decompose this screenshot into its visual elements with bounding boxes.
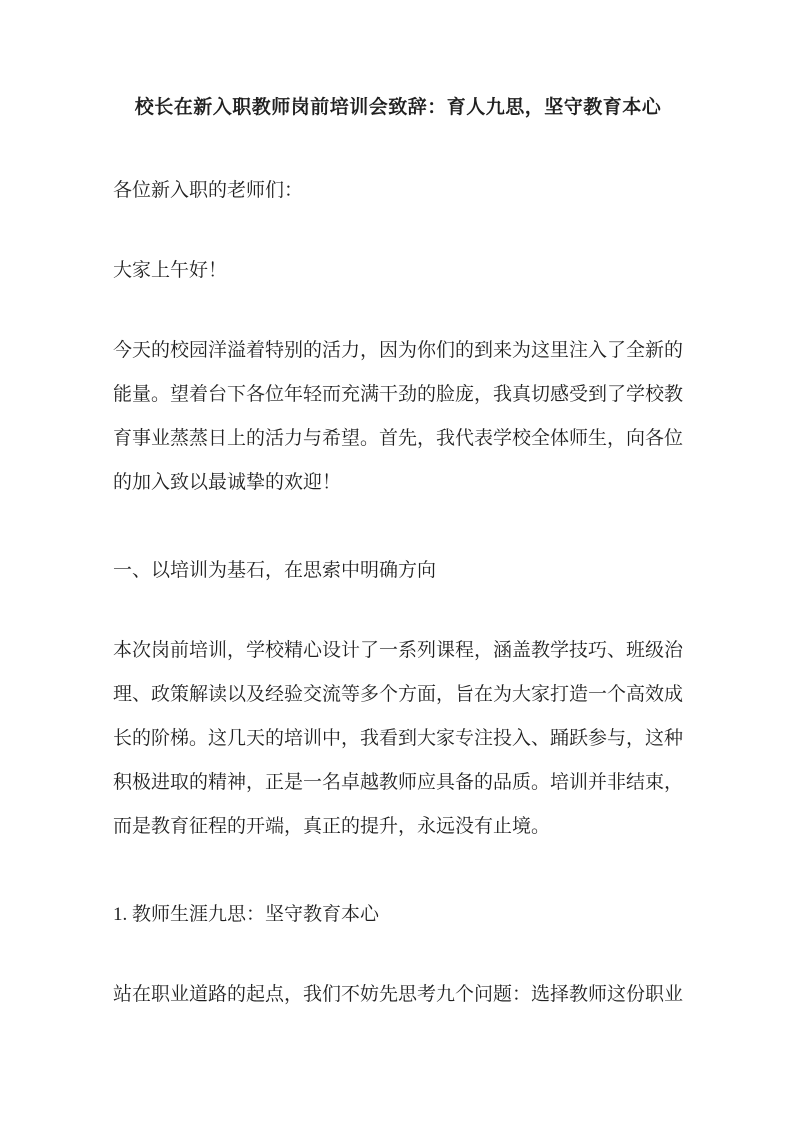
training-paragraph: 本次岗前培训，学校精心设计了一系列课程，涵盖教学技巧、班级治理、政策解读以及经验交流等多个方面，旨在为大家打造一个高效成长的阶梯。这几天的培训中，我看到大家专注投入、踊跃参与，这种积极进取的精神，正是一名卓越教师应具备的品质。培训并非结束，而是教育征程的开端，真正的提升，永远没有止境。	[113, 640, 684, 837]
salutation-paragraph: 各位新入职的老师们：	[113, 180, 304, 201]
opening-paragraph: 今天的校园洋溢着特别的活力，因为你们的到来为这里注入了全新的能量。望着台下各位年轻而充满干劲的脸庞，我真切感受到了学校教育事业蒸蒸日上的活力与希望。首先，我代表学校全体师生，向各位的加入致以最诚挚的欢迎！	[113, 340, 684, 493]
section-heading-training: 一、以培训为基石，在思索中明确方向	[113, 560, 437, 581]
document-title: 校长在新入职教师岗前培训会致辞：育人九思，坚守教育本心	[134, 97, 662, 118]
nine-questions-paragraph: 站在职业道路的起点，我们不妨先思考九个问题：选择教师这份职业	[113, 984, 684, 1005]
subsection-heading-nine-thoughts: 1. 教师生涯九思：坚守教育本心	[113, 904, 380, 925]
greeting-paragraph: 大家上午好！	[113, 260, 228, 281]
